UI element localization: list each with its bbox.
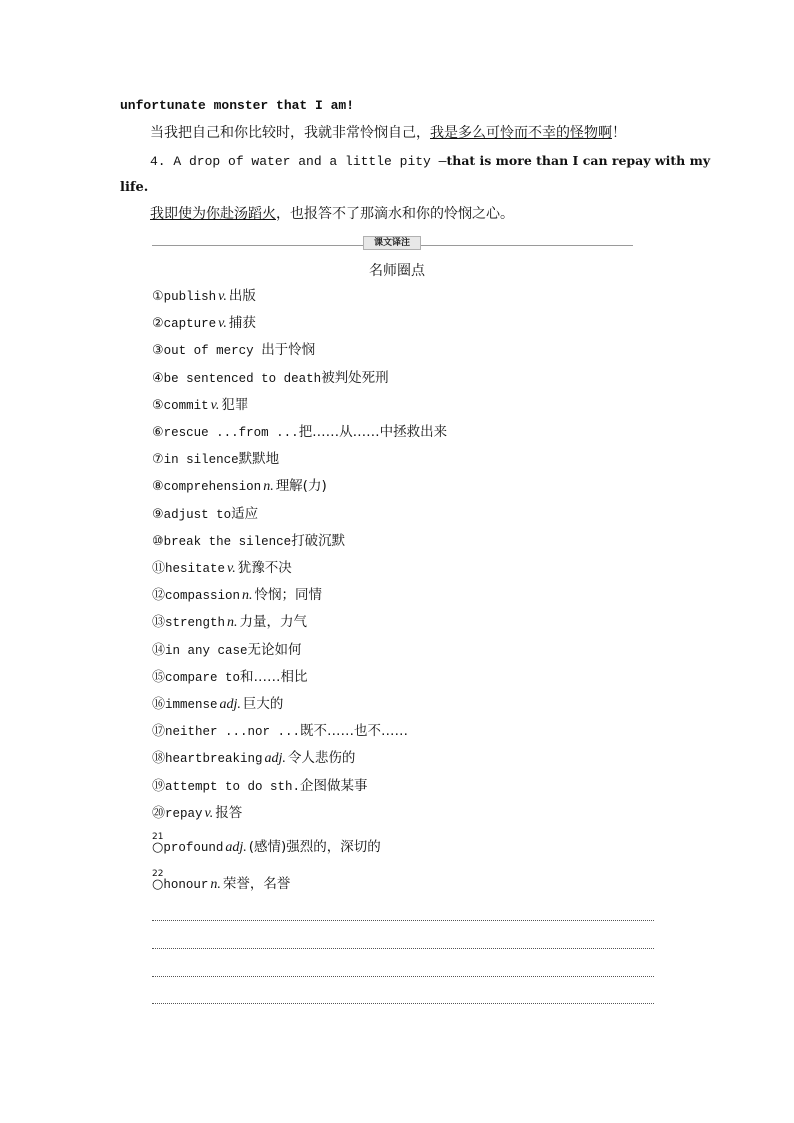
note-item	[152, 532, 345, 551]
note-part-of-speech: n.	[263, 479, 274, 495]
note-term: heartbreaking	[165, 752, 263, 767]
note-part-of-speech: n.	[227, 615, 238, 631]
note-part-of-speech: v.	[204, 805, 214, 821]
note-part-of-speech: adj.	[225, 840, 247, 855]
note-item	[152, 804, 242, 823]
note-meaning: (感情)强烈的，深切的	[248, 839, 381, 855]
section-tag: 课文译注	[363, 236, 421, 250]
note-item	[152, 341, 315, 360]
note-term: break the silence	[163, 534, 292, 549]
note-meaning: 把……从……中拯救出来	[298, 424, 448, 440]
note-meaning: 犯罪	[221, 396, 249, 413]
passage-line-2-end: ！	[612, 125, 626, 141]
note-part-of-speech: v.	[227, 561, 236, 576]
note-number: ⑫	[152, 588, 166, 604]
passage-line-5-underlined: 我即使为你赴汤蹈火	[150, 206, 276, 222]
note-term: immense	[165, 698, 218, 712]
note-item	[152, 396, 248, 415]
note-term: out of mercy	[163, 344, 262, 359]
note-item	[152, 777, 368, 796]
passage-line-3	[150, 152, 710, 171]
writing-line-2	[152, 948, 654, 949]
passage-line-1: unfortunate monster that I am!	[120, 98, 355, 113]
note-term: comprehension	[163, 480, 262, 495]
note-part-of-speech: adj.	[219, 697, 241, 712]
passage-line-2-underlined: 我是多么可怜而不幸的怪物啊	[430, 125, 612, 141]
note-item	[152, 423, 447, 442]
note-number: ⑲	[152, 778, 166, 794]
note-term: honour	[163, 878, 209, 892]
note-extra-number: 22	[152, 869, 164, 879]
note-item	[152, 641, 302, 660]
note-meaning: 捕获	[228, 315, 256, 332]
note-item	[152, 287, 256, 306]
note-number: ②	[152, 316, 164, 332]
note-term: repay	[165, 806, 203, 821]
note-part-of-speech: v.	[218, 316, 227, 332]
note-part-of-speech: n.	[210, 877, 221, 892]
note-meaning: 巨大的	[242, 696, 284, 712]
note-term: commit	[163, 398, 209, 413]
passage-line-5-text: ，也报答不了那滴水和你的怜悯之心。	[276, 206, 514, 222]
note-meaning: 适应	[231, 505, 259, 522]
note-number: ⑱	[152, 751, 166, 767]
note-item	[152, 369, 389, 388]
note-number: ⑥	[152, 425, 164, 440]
writing-line-4	[152, 1003, 654, 1004]
note-part-of-speech: n.	[242, 588, 253, 604]
note-item	[152, 875, 290, 894]
note-item	[152, 586, 322, 605]
note-item	[152, 838, 381, 857]
note-number: ④	[152, 370, 164, 386]
note-term: strength	[165, 616, 226, 631]
note-number: ⑪	[152, 561, 166, 576]
note-meaning: 企图做某事	[300, 777, 368, 794]
note-term: rescue ...from ...	[163, 426, 299, 440]
note-meaning: 犹豫不决	[237, 560, 292, 576]
note-number: ⑬	[152, 615, 166, 631]
notes-heading: 名师圈点	[369, 263, 425, 279]
passage-line-3-bold: that is more than I can repay with my	[446, 153, 711, 168]
note-meaning: 被判处死刑	[321, 369, 389, 386]
note-meaning: 出于怜悯	[261, 342, 316, 359]
note-item	[152, 450, 279, 469]
note-meaning: 打破沉默	[291, 532, 346, 549]
note-meaning: 既不……也不……	[300, 723, 409, 740]
passage-line-2-text: 当我把自己和你比较时，我就非常怜悯自己，	[150, 125, 430, 141]
note-term: compassion	[165, 589, 241, 604]
note-number: ⑮	[152, 669, 166, 685]
note-term: neither ...nor ...	[165, 725, 301, 740]
note-number: ③	[152, 343, 164, 359]
note-number: ⑭	[152, 642, 166, 658]
circle-icon: ○	[152, 877, 164, 892]
note-part-of-speech: adj.	[264, 751, 286, 767]
note-term: be sentenced to death	[163, 371, 322, 386]
note-term: attempt to do sth.	[165, 779, 301, 794]
writing-line-3	[152, 976, 654, 977]
note-item	[152, 668, 308, 687]
note-meaning: 出版	[228, 288, 256, 304]
note-number: ①	[152, 289, 164, 304]
note-part-of-speech: v.	[218, 289, 227, 304]
note-item	[152, 477, 327, 496]
note-item	[152, 559, 292, 578]
note-meaning: 默默地	[238, 451, 280, 468]
note-number: ⑧	[152, 479, 164, 495]
note-term: capture	[163, 317, 217, 332]
note-item	[152, 314, 256, 333]
note-extra-number: 21	[152, 832, 164, 842]
passage-line-2	[150, 124, 626, 142]
note-term: adjust to	[163, 507, 232, 522]
note-item	[152, 505, 258, 524]
passage-line-3-plain: 4. A drop of water and a little pity —	[150, 154, 447, 169]
note-item	[152, 695, 283, 714]
note-term: compare to	[165, 670, 241, 685]
circle-icon: ○	[152, 840, 164, 855]
passage-line-5	[150, 205, 514, 223]
note-number: ⑨	[152, 506, 164, 522]
passage-line-4: life.	[120, 180, 149, 195]
note-term: publish	[163, 290, 217, 304]
note-meaning: 报答	[215, 804, 243, 821]
note-item	[152, 749, 355, 768]
note-number: ⑤	[152, 397, 164, 413]
note-number: ⑩	[152, 533, 164, 549]
note-part-of-speech: v.	[210, 397, 220, 413]
note-meaning: 令人悲伤的	[287, 750, 356, 767]
note-item	[152, 613, 307, 632]
note-term: in any case	[165, 643, 248, 658]
note-meaning: 无论如何	[247, 641, 302, 658]
note-number: ⑯	[152, 697, 166, 712]
writing-line-1	[152, 920, 654, 921]
note-meaning: 理解(力)	[275, 478, 327, 495]
note-term: profound	[163, 841, 224, 855]
note-number: ⑰	[152, 724, 166, 740]
note-term: in silence	[163, 453, 239, 468]
note-meaning: 和……相比	[240, 668, 308, 685]
note-term: hesitate	[165, 562, 226, 576]
note-meaning: 力量，力气	[239, 614, 308, 631]
note-meaning: 怜悯；同情	[254, 587, 323, 604]
note-number: ⑳	[152, 805, 166, 821]
note-number: ⑦	[152, 452, 164, 468]
note-item	[152, 722, 408, 741]
note-meaning: 荣誉，名誉	[222, 876, 291, 892]
